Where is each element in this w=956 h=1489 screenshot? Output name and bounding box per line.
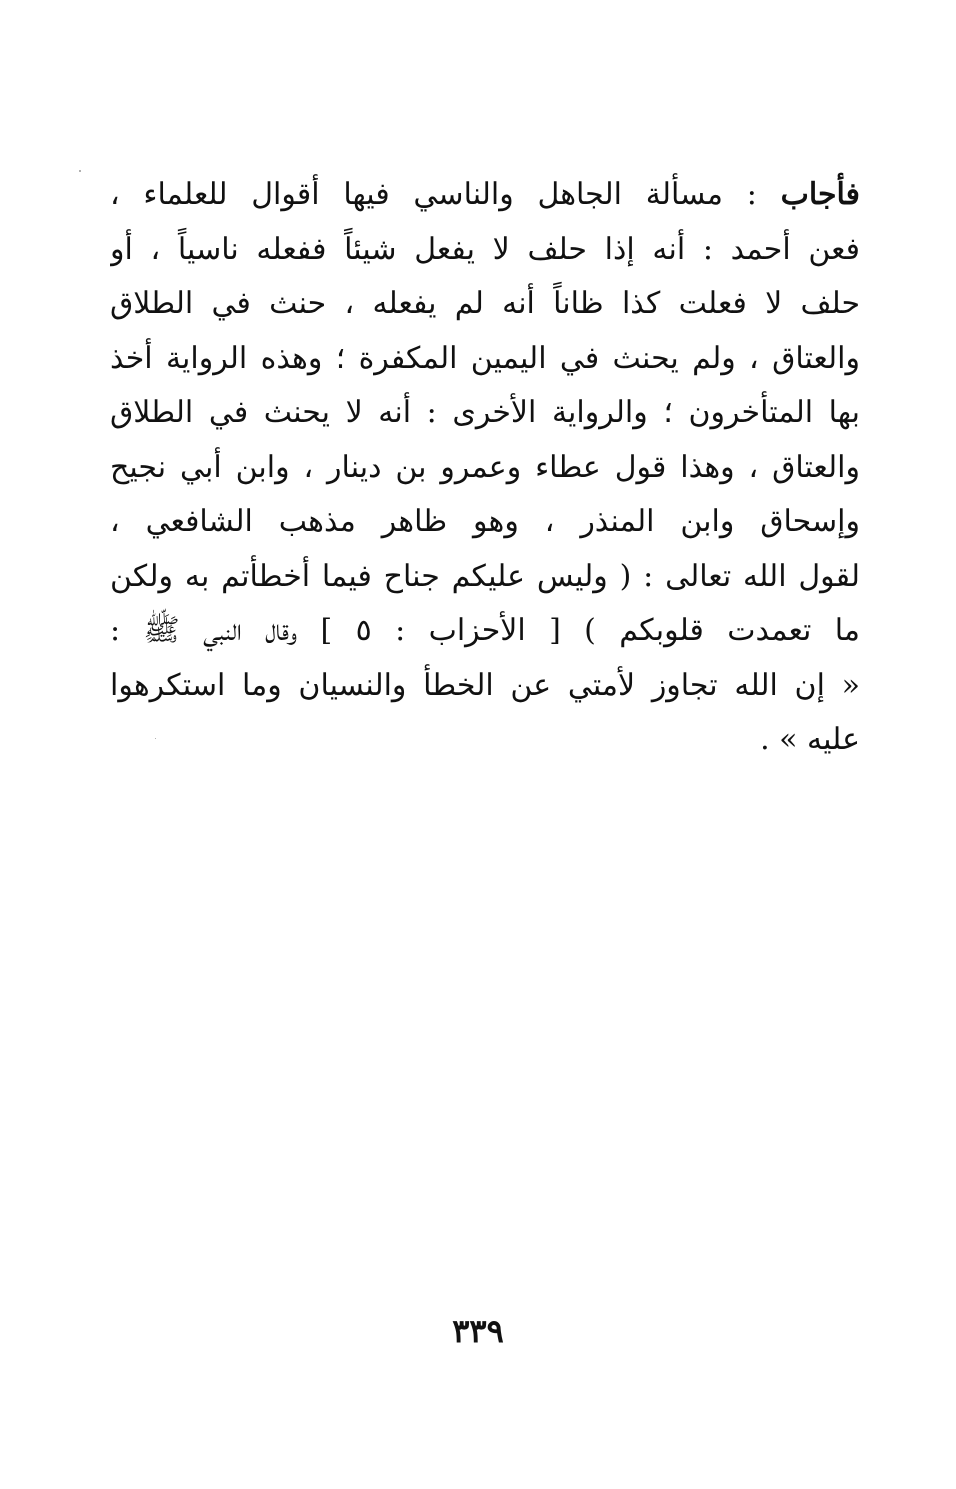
scan-speck xyxy=(79,170,81,172)
paragraph-line-10: « إن الله تجاوز لأمتي عن الخطأ والنسيان وما استكرهوا xyxy=(110,667,860,703)
paragraph-line-3: حلف لا فعلت كذا ظاناً أنه لم يفعله ، حنث في الطلاق xyxy=(110,286,860,321)
body-paragraph xyxy=(110,168,860,768)
page-number: ٣٣٩ xyxy=(452,1312,504,1350)
paragraph-line-4: والعتاق ، ولم يحنث في اليمين المكفرة ؛ وهذه الرواية أخذ xyxy=(110,340,860,376)
lead-word: فأجاب xyxy=(780,177,860,212)
paragraph-line-1 xyxy=(110,168,860,223)
line-text: : مسألة الجاهل والناسي فيها أقوال للعلماء ، xyxy=(110,177,781,212)
paragraph-line-6: والعتاق ، وهذا قول عطاء وعمرو بن دينار ، وابن أبي نجيح xyxy=(110,449,860,485)
paragraph-line-9: ما تعمدت قلوبكم ) [ الأحزاب : ٥ ] وقال النبي ﷺ : xyxy=(110,613,860,648)
paragraph-line-7: وإسحاق وابن المنذر ، وهو ظاهر مذهب الشافعي ، xyxy=(110,504,860,539)
paragraph-line-2: فعن أحمد : أنه إذا حلف لا يفعل شيئاً ففعله ناسياً ، أو xyxy=(110,231,860,267)
paragraph-line-8: لقول الله تعالى : ( وليس عليكم جناح فيما أخطأتم به ولكن xyxy=(110,558,860,594)
paragraph-line-11: عليه » . xyxy=(760,722,860,757)
paragraph-line-5: بها المتأخرون ؛ والرواية الأخرى : أنه لا يحنث في الطلاق xyxy=(110,395,860,430)
